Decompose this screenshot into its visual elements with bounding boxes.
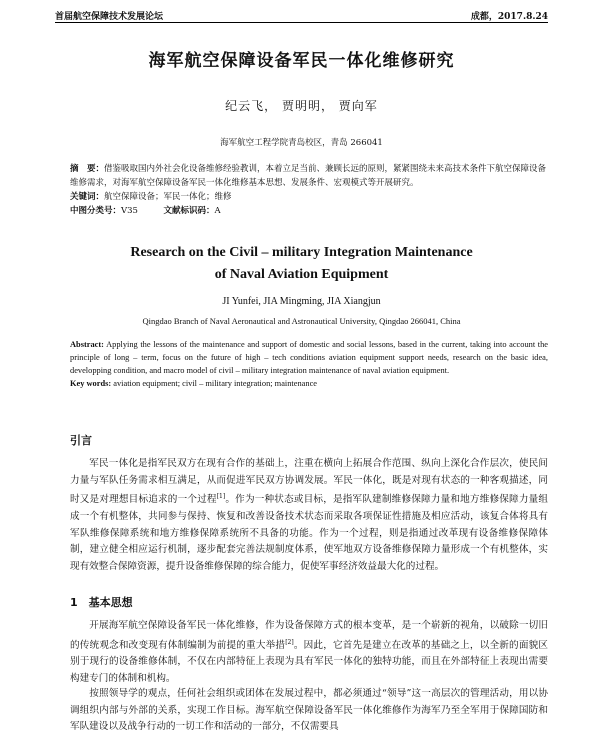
intro-heading: 引言 bbox=[70, 434, 92, 447]
classification-cn: 中图分类号：V35 文献标识码：A bbox=[70, 206, 221, 216]
section1-paragraph-2: 按照领导学的观点，任何社会组织或团体在发展过程中，都必须通过“领导”这一高层次的管理活动，用以协调组织内部与外部的关系，实现工作目标。海军航空保障设备军民一体化维修作为海军乃至全军用于保障国防和军队建设以及战争行动的一切工作和活动的一部分，不仅需要具 bbox=[70, 688, 548, 733]
abstract-en-body: Abstract: Applying the lessons of the maintenance and support of domestic and social lessons, based in the current, taking into account the principle of long – term, focus on the future of high – tech conditions aviation equipment support needs, research on the basic idea, developping condition, and macro model of civil – military integration maintenance of naval aviation equipment. bbox=[70, 340, 548, 375]
abstract-cn bbox=[70, 162, 548, 218]
title-en-line1: Research on the Civil – military Integration Maintenance bbox=[130, 245, 473, 260]
location-date: 成都，2017.8.24 bbox=[470, 12, 548, 22]
intro-paragraph: 军民一体化是指军民双方在现有合作的基础上，注重在横向上拓展合作范围、纵向上深化合作层次，使民间力量与军队任务需求相互满足，从而促进军民双方协调发展。军民一体化，既是对现有状态的一种客观描述，同时又是对理想目标追求的一个过程[1]。作为一种状态或目标，是指军队建制维修保障力量和地方维修保障力量组成一个有机整体，共同参与保持、恢复和改善设备技术状态而采取各项保证性措施及相应活动，该复合体将具有军队维修保障系统和地方维修保障系统所不具备的功能。作为一个过程，则是指通过改革现有设备维修保障体制，建立健全相应运行机制，逐步配套完善法规制度体系，使军地双方设备维修保障力量形成一个有机整体，实现有效整合保障资源，提升设备维修保障的综合能力，促使军事经济效益最大化的过程。 bbox=[70, 458, 548, 572]
keywords-cn: 关键词：航空保障设备；军民一体化；维修 bbox=[70, 192, 232, 202]
title-en bbox=[55, 242, 548, 286]
title-cn: 海军航空保障设备军民一体化维修研究 bbox=[148, 51, 455, 71]
affiliation-en: Qingdao Branch of Naval Aeronautical and Astronautical University, Qingdao 266041, China bbox=[142, 316, 461, 326]
keywords-en: Key words: aviation equipment; civil – military integration; maintenance bbox=[70, 379, 317, 388]
abstract-cn-body: 摘 要：借鉴吸取国内外社会化设备维修经验教训，本着立足当前、兼顾长远的原则，紧紧围绕未来高技术条件下航空保障设备维修需求，对海军航空保障设备军民一体化维修基本思想、发展条件、宏观模式等开展研究。 bbox=[70, 164, 547, 188]
section1-heading: 1 基本思想 bbox=[70, 596, 133, 609]
abstract-en bbox=[70, 338, 548, 390]
title-en-line2: of Naval Aviation Equipment bbox=[214, 267, 389, 282]
affiliation-cn: 海军航空工程学院青岛校区，青岛 266041 bbox=[220, 138, 383, 148]
running-header bbox=[55, 8, 548, 23]
journal-name: 首届航空保障技术发展论坛 bbox=[55, 12, 164, 22]
section1-paragraph-1: 开展海军航空保障设备军民一体化维修，作为设备保障方式的根本变革，是一个崭新的视角，以破除一切旧的传统观念和改变现有体制编制为前提的重大举措[2]。因此，它首先是建立在改革的基础之上，以全新的面貌区别于现行的设备维修体制，不仅在内部特征上表现为具有军民一体化的独特功能，而且在外部特征上表现出需要构建专门的体制和机构。 bbox=[70, 620, 548, 684]
authors-cn: 纪云飞， 贾明明， 贾向军 bbox=[225, 99, 378, 113]
authors-en: JI Yunfei, JIA Mingming, JIA Xiangjun bbox=[222, 296, 381, 307]
